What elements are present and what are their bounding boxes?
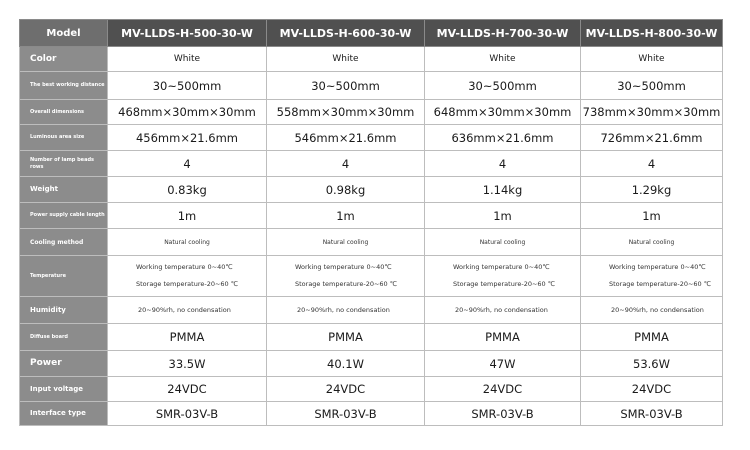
row-label: Weight [20, 177, 108, 203]
cell: 546mm×21.6mm [267, 125, 425, 151]
temperature-cell [425, 256, 581, 297]
storage-temperature: Storage temperature-20~60 ℃ [609, 280, 712, 288]
cell: 30~500mm [425, 72, 581, 100]
storage-temperature: Storage temperature-20~60 ℃ [453, 280, 556, 288]
cell: 4 [267, 151, 425, 177]
row-label: Color [20, 47, 108, 72]
cell: 558mm×30mm×30mm [267, 100, 425, 125]
cell: 1m [108, 203, 267, 229]
spec-table [19, 19, 723, 426]
working-temperature: Working temperature 0~40℃ [453, 263, 550, 271]
cell: 20~90%rh, no condensation [581, 297, 723, 324]
row-distance [20, 72, 723, 100]
cell: White [581, 47, 723, 72]
spec-table-container [19, 19, 723, 426]
cell: 47W [425, 351, 581, 377]
cell: 33.5W [108, 351, 267, 377]
cell: 4 [581, 151, 723, 177]
cell: 20~90%rh, no condensation [267, 297, 425, 324]
row-cooling [20, 229, 723, 256]
row-label: Luminous area size [20, 125, 108, 151]
row-luminous [20, 125, 723, 151]
cell: 1.29kg [581, 177, 723, 203]
cell: 4 [108, 151, 267, 177]
model-name: MV-LLDS-H-500-30-W [108, 20, 267, 47]
row-cable [20, 203, 723, 229]
cell: White [108, 47, 267, 72]
cell: 30~500mm [581, 72, 723, 100]
cell: 0.98kg [267, 177, 425, 203]
row-dimensions [20, 100, 723, 125]
row-weight [20, 177, 723, 203]
cell: Natural cooling [425, 229, 581, 256]
cell: 24VDC [425, 377, 581, 402]
cell: SMR-03V-B [425, 402, 581, 426]
row-label: Temperature [20, 256, 108, 297]
storage-temperature: Storage temperature-20~60 ℃ [136, 280, 239, 288]
cell: Natural cooling [108, 229, 267, 256]
cell: 53.6W [581, 351, 723, 377]
working-temperature: Working temperature 0~40℃ [136, 263, 233, 271]
row-temperature [20, 256, 723, 297]
cell: 30~500mm [108, 72, 267, 100]
cell: 4 [425, 151, 581, 177]
storage-temperature: Storage temperature-20~60 ℃ [295, 280, 398, 288]
cell: SMR-03V-B [108, 402, 267, 426]
row-label: Input voltage [20, 377, 108, 402]
cell: 636mm×21.6mm [425, 125, 581, 151]
cell: 20~90%rh, no condensation [425, 297, 581, 324]
row-label: Humidity [20, 297, 108, 324]
row-label: Diffuse board [20, 324, 108, 351]
row-label: Overall dimensions [20, 100, 108, 125]
working-temperature: Working temperature 0~40℃ [295, 263, 392, 271]
cell: 40.1W [267, 351, 425, 377]
row-voltage [20, 377, 723, 402]
cell: SMR-03V-B [581, 402, 723, 426]
row-label: Number of lamp beads rows [20, 151, 108, 177]
row-label: Cooling method [20, 229, 108, 256]
cell: 1m [267, 203, 425, 229]
cell: 738mm×30mm×30mm [581, 100, 723, 125]
working-temperature: Working temperature 0~40℃ [609, 263, 706, 271]
cell: White [267, 47, 425, 72]
cell: 24VDC [581, 377, 723, 402]
model-name: MV-LLDS-H-700-30-W [425, 20, 581, 47]
cell: Natural cooling [581, 229, 723, 256]
cell: 1.14kg [425, 177, 581, 203]
row-interface [20, 402, 723, 426]
model-name: MV-LLDS-H-800-30-W [581, 20, 723, 47]
row-power [20, 351, 723, 377]
cell: 468mm×30mm×30mm [108, 100, 267, 125]
cell: PMMA [425, 324, 581, 351]
header-row [20, 20, 723, 47]
row-beads [20, 151, 723, 177]
cell: 20~90%rh, no condensation [108, 297, 267, 324]
cell: White [425, 47, 581, 72]
cell: Natural cooling [267, 229, 425, 256]
temperature-cell [267, 256, 425, 297]
cell: PMMA [267, 324, 425, 351]
cell: 0.83kg [108, 177, 267, 203]
cell: 726mm×21.6mm [581, 125, 723, 151]
row-label: The best working distance [20, 72, 108, 100]
cell: PMMA [581, 324, 723, 351]
header-label: Model [20, 20, 108, 47]
row-color [20, 47, 723, 72]
cell: 24VDC [108, 377, 267, 402]
cell: 1m [425, 203, 581, 229]
row-humidity [20, 297, 723, 324]
temperature-cell [581, 256, 723, 297]
row-label: Power [20, 351, 108, 377]
temperature-cell [108, 256, 267, 297]
row-diffuse [20, 324, 723, 351]
cell: 456mm×21.6mm [108, 125, 267, 151]
row-label: Power supply cable length [20, 203, 108, 229]
cell: 30~500mm [267, 72, 425, 100]
cell: 24VDC [267, 377, 425, 402]
row-label: Interface type [20, 402, 108, 426]
cell: SMR-03V-B [267, 402, 425, 426]
cell: 648mm×30mm×30mm [425, 100, 581, 125]
cell: 1m [581, 203, 723, 229]
model-name: MV-LLDS-H-600-30-W [267, 20, 425, 47]
cell: PMMA [108, 324, 267, 351]
